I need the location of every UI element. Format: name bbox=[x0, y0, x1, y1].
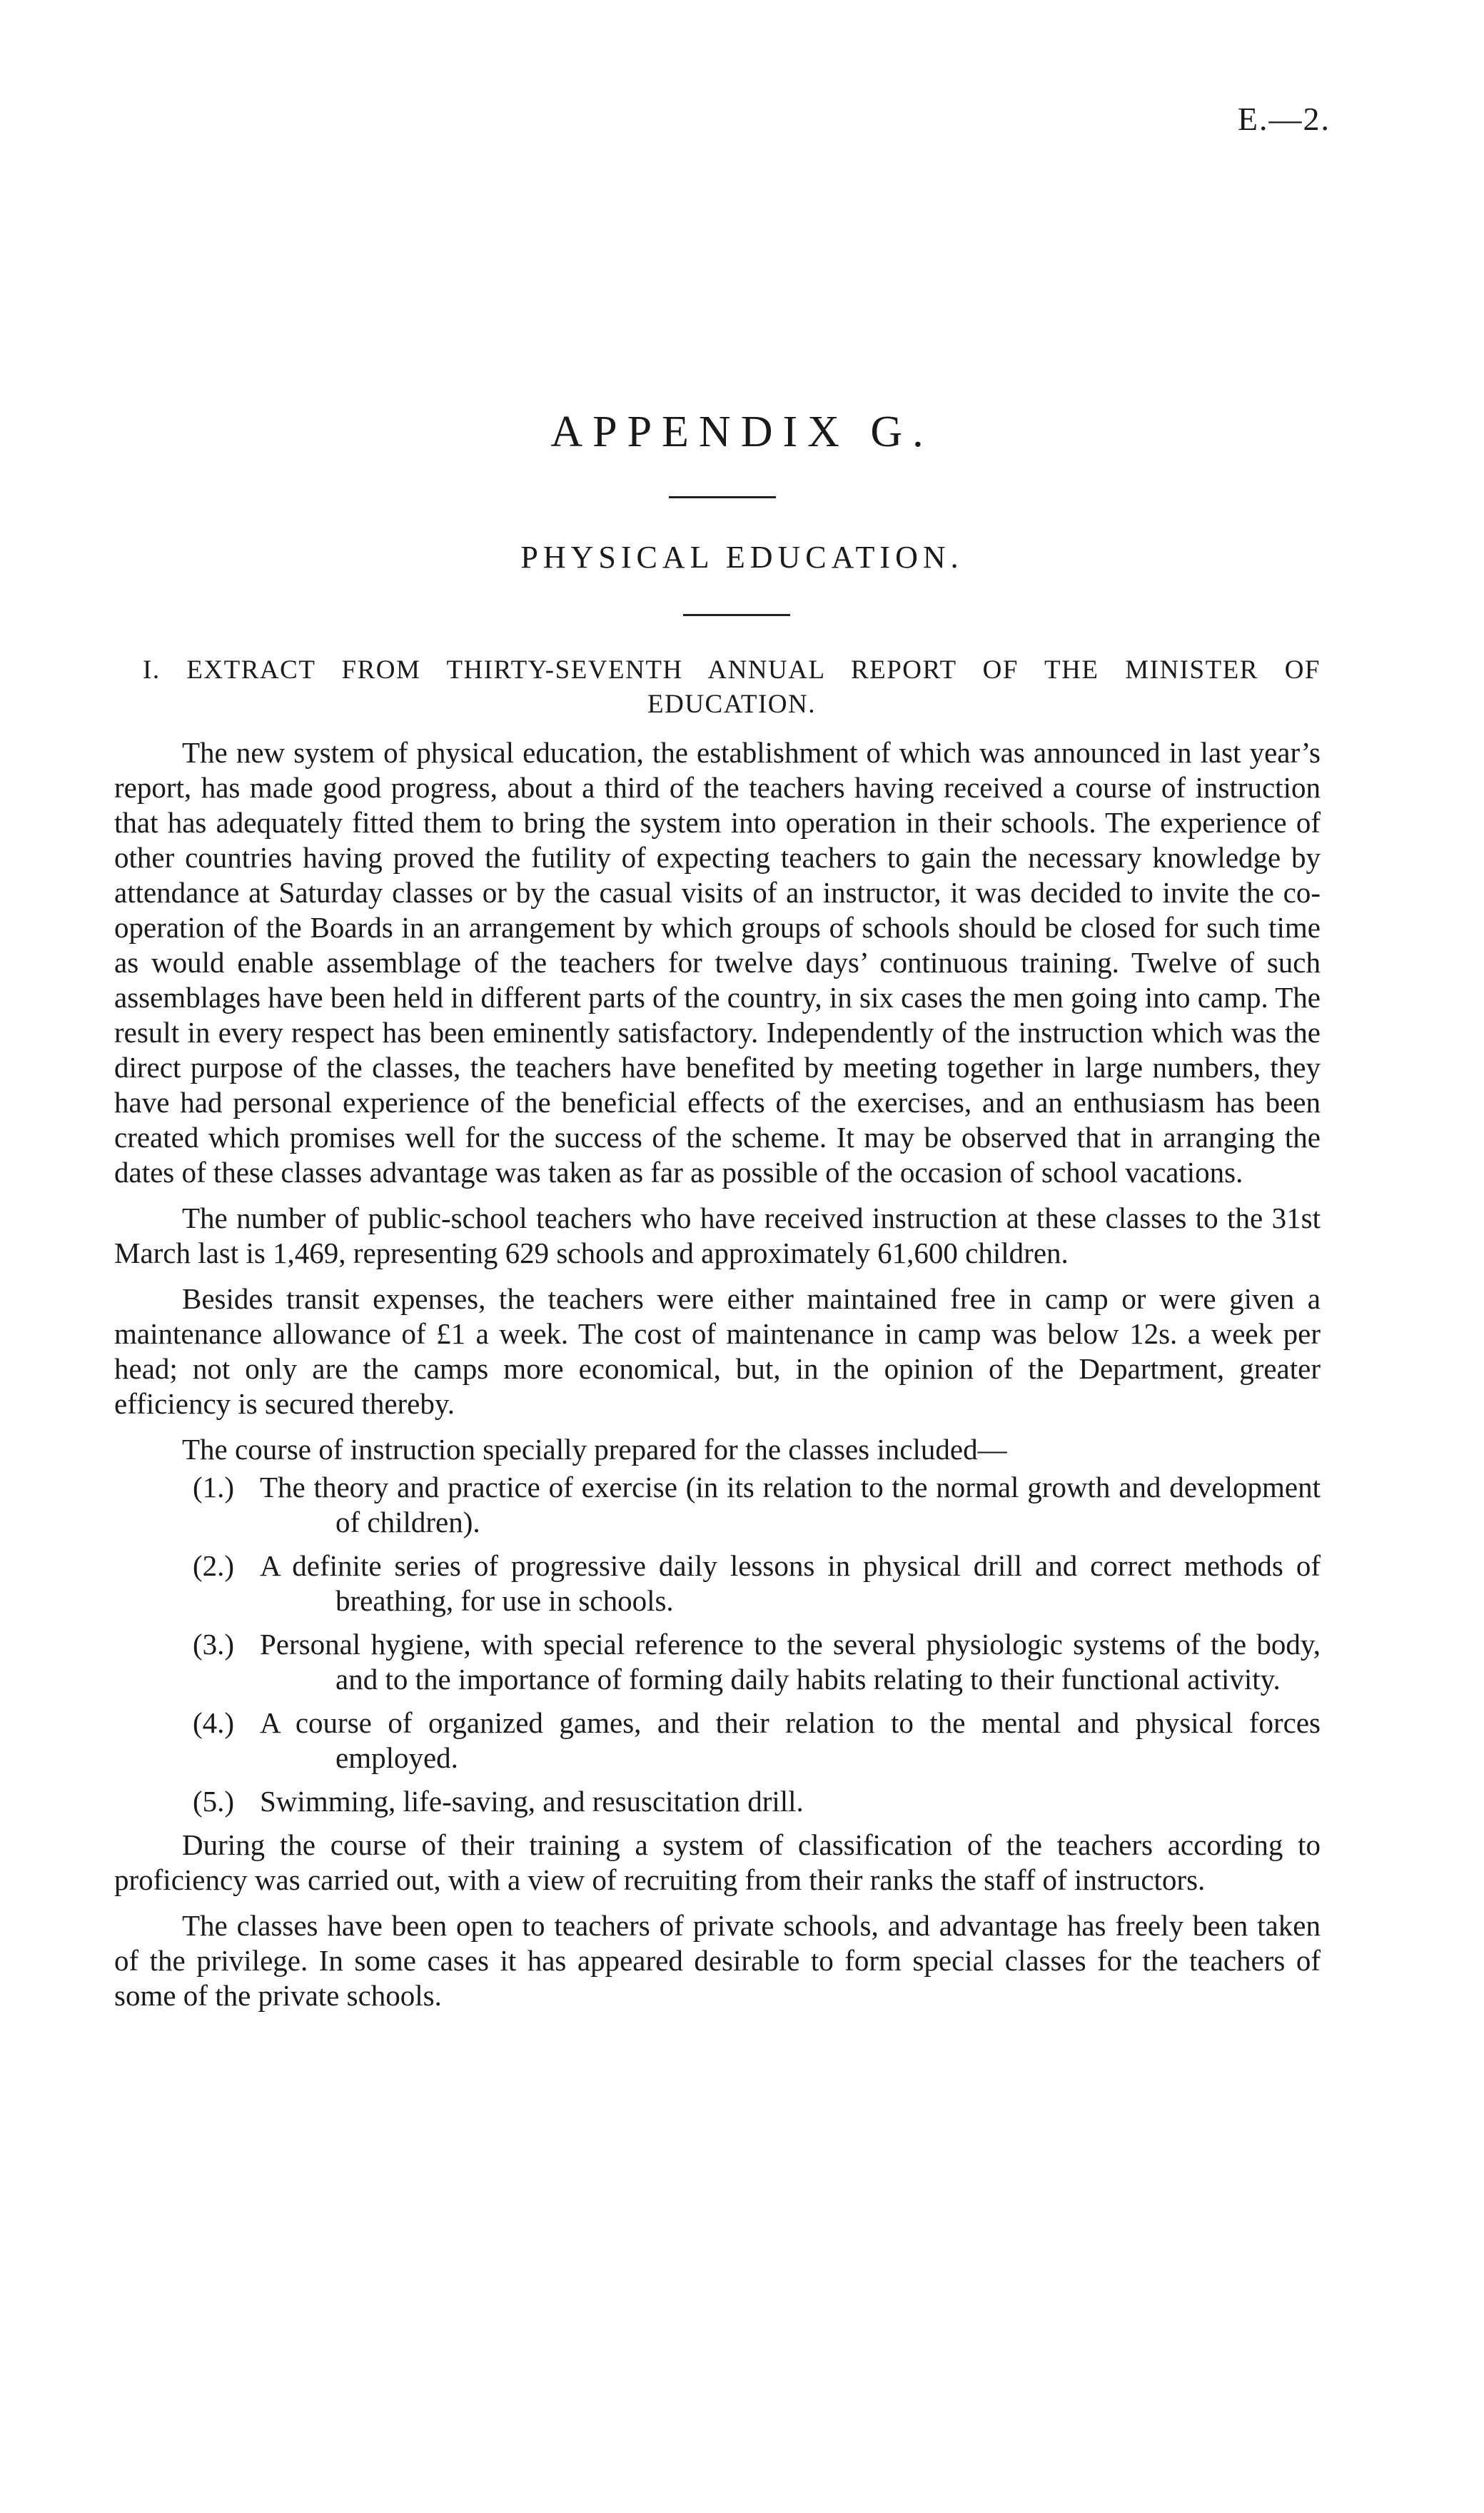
section-title: PHYSICAL EDUCATION. bbox=[520, 540, 964, 575]
list-item-text: A course of organized games, and their relation to the mental and physical forces employed. bbox=[260, 1706, 1321, 1774]
list-item-number: (3.) bbox=[193, 1628, 235, 1661]
list-item-text: A definite series of progressive daily lessons in physical drill and correct methods of breathing, for use in schools. bbox=[260, 1549, 1321, 1617]
list-item-number: (2.) bbox=[193, 1549, 235, 1582]
paragraph: Besides transit expenses, the teachers were either maintained free in camp or were given a maintenance allowance of £1 a week. The cost of maintenance in camp was below 12s. a week per head; not only are the camps more economical, but, in the opinion of the Department, greater efficiency is secured thereby. bbox=[114, 1282, 1321, 1420]
section-divider bbox=[683, 614, 790, 616]
body-text bbox=[114, 735, 1321, 2024]
paragraph: During the course of their training a system of classification of the teachers according to proficiency was carried out, with a view of recruiting from their ranks the staff of instructors. bbox=[114, 1828, 1321, 1896]
paragraph: The course of instruction specially prepared for the classes included— bbox=[182, 1433, 1007, 1466]
list-item bbox=[114, 1627, 1321, 1697]
list-item-text: Personal hygiene, with special reference to the several physiologic systems of the body, and to the importance of forming daily habits relating to their functional activity. bbox=[260, 1628, 1321, 1696]
title-divider bbox=[669, 496, 776, 498]
paragraph: The new system of physical education, the establishment of which was announced in last year’s report, has made good progress, about a third of the teachers having received a course of instruction that has adequately fitted them to bring the system into operation in their schools. The experience of other countries having proved the futility of expecting teachers to gain the necessary knowledge by attendance at Saturday classes or by the casual visits of an instructor, it was decided to invite the co-operation of the Boards in an arrangement by which groups of schools should be closed for such time as would enable assemblage of the teachers for twelve days’ continuous training. Twelve of such assemblages have been held in different parts of the country, in six cases the men going into camp. The result in every respect has been eminently satisfactory. Independently of the instruction which was the direct purpose of the classes, the teachers have benefited by meeting together in large numbers, they have had personal experience of the beneficial effects of the exercises, and an enthusiasm has been created which promises well for the success of the scheme. It may be observed that in arranging the dates of these classes advantage was taken as far as possible of the occasion of school vacations. bbox=[114, 736, 1321, 1189]
paragraph: The number of public-school teachers who have received instruction at these classes to the 31st March last is 1,469, representing 629 schools and approximately 61,600 children. bbox=[114, 1202, 1321, 1269]
list-item bbox=[114, 1784, 1321, 1819]
page-reference: E.—2. bbox=[1237, 101, 1331, 137]
paragraph: The classes have been open to teachers of private schools, and advantage has freely been taken of the privilege. In some cases it has appeared desirable to form special classes for the teachers of some of the private schools. bbox=[114, 1909, 1321, 2012]
list-item-number: (4.) bbox=[193, 1706, 235, 1739]
list-item bbox=[114, 1548, 1321, 1618]
list-item-text: The theory and practice of exercise (in its relation to the normal growth and development of children). bbox=[260, 1471, 1321, 1538]
list-item-number: (5.) bbox=[193, 1785, 235, 1818]
extract-heading: I. EXTRACT FROM THIRTY-SEVENTH ANNUAL REPORT OF THE MINISTER OF EDUCATION. bbox=[143, 655, 1321, 719]
appendix-title: APPENDIX G. bbox=[550, 408, 934, 456]
list-item-number: (1.) bbox=[193, 1471, 235, 1504]
course-list bbox=[114, 1470, 1321, 1819]
list-item bbox=[114, 1470, 1321, 1540]
list-item-text: Swimming, life-saving, and resuscitation drill. bbox=[260, 1785, 804, 1818]
list-item bbox=[114, 1706, 1321, 1776]
